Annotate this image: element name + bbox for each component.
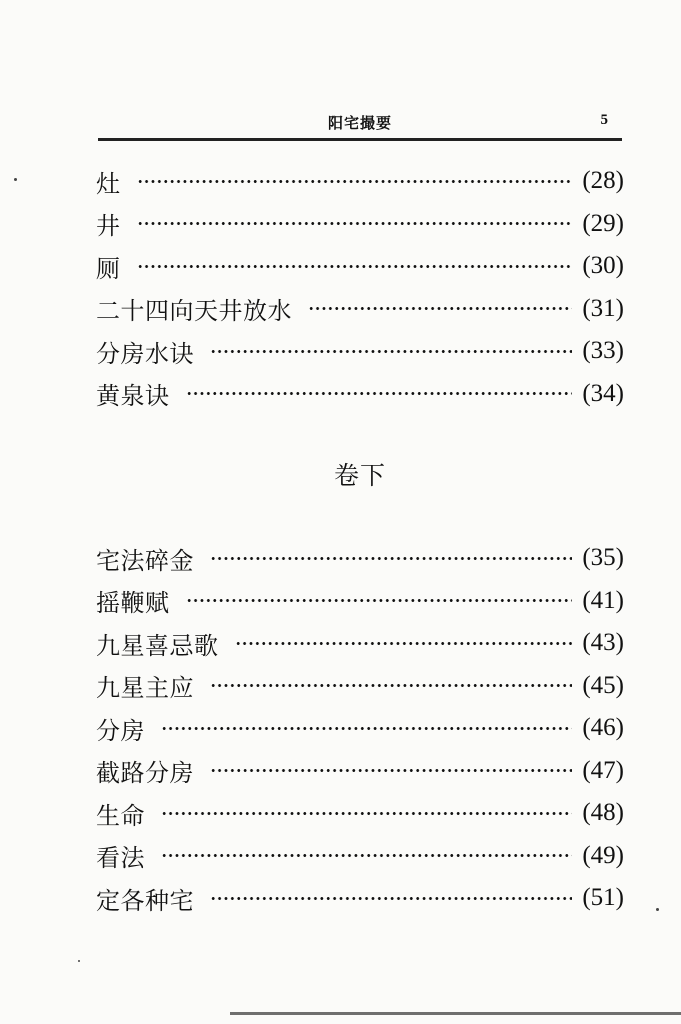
dot-leader <box>137 179 573 184</box>
dot-leader <box>137 264 573 269</box>
dot-leader <box>137 221 573 226</box>
toc-entry <box>96 580 624 623</box>
header-rule <box>98 138 622 141</box>
toc-entry-page: (33) <box>582 337 624 365</box>
toc-entry-title: 生命 <box>96 801 145 830</box>
toc-lower-list <box>96 537 624 920</box>
toc-entry <box>96 203 624 246</box>
toc-entry <box>96 665 624 708</box>
toc-entry-title: 厕 <box>96 254 121 283</box>
toc-entry-title: 灶 <box>96 169 121 198</box>
running-header <box>98 108 622 140</box>
toc-entry <box>96 792 624 835</box>
dot-leader <box>186 391 573 396</box>
toc-entry <box>96 373 624 416</box>
toc-entry <box>96 288 624 331</box>
toc-entry <box>96 707 624 750</box>
scan-edge-line <box>230 1012 681 1015</box>
toc-entry-page: (46) <box>582 714 624 742</box>
toc-entry-page: (49) <box>582 841 624 869</box>
book-title: 阳宅撮要 <box>327 114 392 132</box>
toc-entry <box>96 877 624 920</box>
toc-upper-list <box>96 160 624 415</box>
toc-entry-title: 看法 <box>96 844 145 873</box>
toc-entry-title: 九星主应 <box>96 674 194 703</box>
dot-leader <box>210 683 572 688</box>
toc-entry-page: (48) <box>582 799 624 827</box>
section-heading: 卷下 <box>333 461 386 490</box>
dot-leader <box>161 853 572 858</box>
toc-entry-title: 九星喜忌歌 <box>96 631 219 660</box>
toc-entry-page: (45) <box>582 671 624 699</box>
dot-leader <box>308 306 572 311</box>
dot-leader <box>186 598 573 603</box>
dot-leader <box>210 556 572 561</box>
toc-entry <box>96 160 624 203</box>
toc-entry-page: (34) <box>582 379 624 407</box>
scan-speck <box>656 908 659 911</box>
page-number: 5 <box>600 112 608 128</box>
toc-entry-page: (30) <box>582 252 624 280</box>
toc-entry <box>96 330 624 373</box>
toc-entry-title: 井 <box>96 212 121 241</box>
toc-entry-page: (29) <box>582 209 624 237</box>
toc-entry-page: (51) <box>582 884 624 912</box>
toc-entry <box>96 835 624 878</box>
dot-leader <box>210 349 572 354</box>
toc-entry <box>96 537 624 580</box>
toc-entry-page: (28) <box>582 167 624 195</box>
toc-entry-title: 二十四向天井放水 <box>96 297 292 326</box>
scan-speck <box>14 178 17 181</box>
dot-leader <box>235 641 573 646</box>
toc-entry-page: (41) <box>582 586 624 614</box>
dot-leader <box>210 896 572 901</box>
toc-entry-title: 黄泉诀 <box>96 382 170 411</box>
toc-entry <box>96 622 624 665</box>
toc-entry <box>96 245 624 288</box>
dot-leader <box>210 768 572 773</box>
toc-entry <box>96 750 624 793</box>
toc-entry-page: (35) <box>582 544 624 572</box>
toc-entry-title: 摇鞭赋 <box>96 589 170 618</box>
toc-entry-page: (43) <box>582 629 624 657</box>
dot-leader <box>161 811 572 816</box>
toc-entry-page: (47) <box>582 756 624 784</box>
toc-entry-title: 分房水诀 <box>96 339 194 368</box>
toc-entry-title: 截路分房 <box>96 759 194 788</box>
toc-entry-page: (31) <box>582 294 624 322</box>
dot-leader <box>161 726 572 731</box>
toc-entry-title: 分房 <box>96 716 145 745</box>
toc-entry-title: 宅法碎金 <box>96 546 194 575</box>
scan-speck <box>78 960 80 962</box>
toc-entry-title: 定各种宅 <box>96 886 194 915</box>
